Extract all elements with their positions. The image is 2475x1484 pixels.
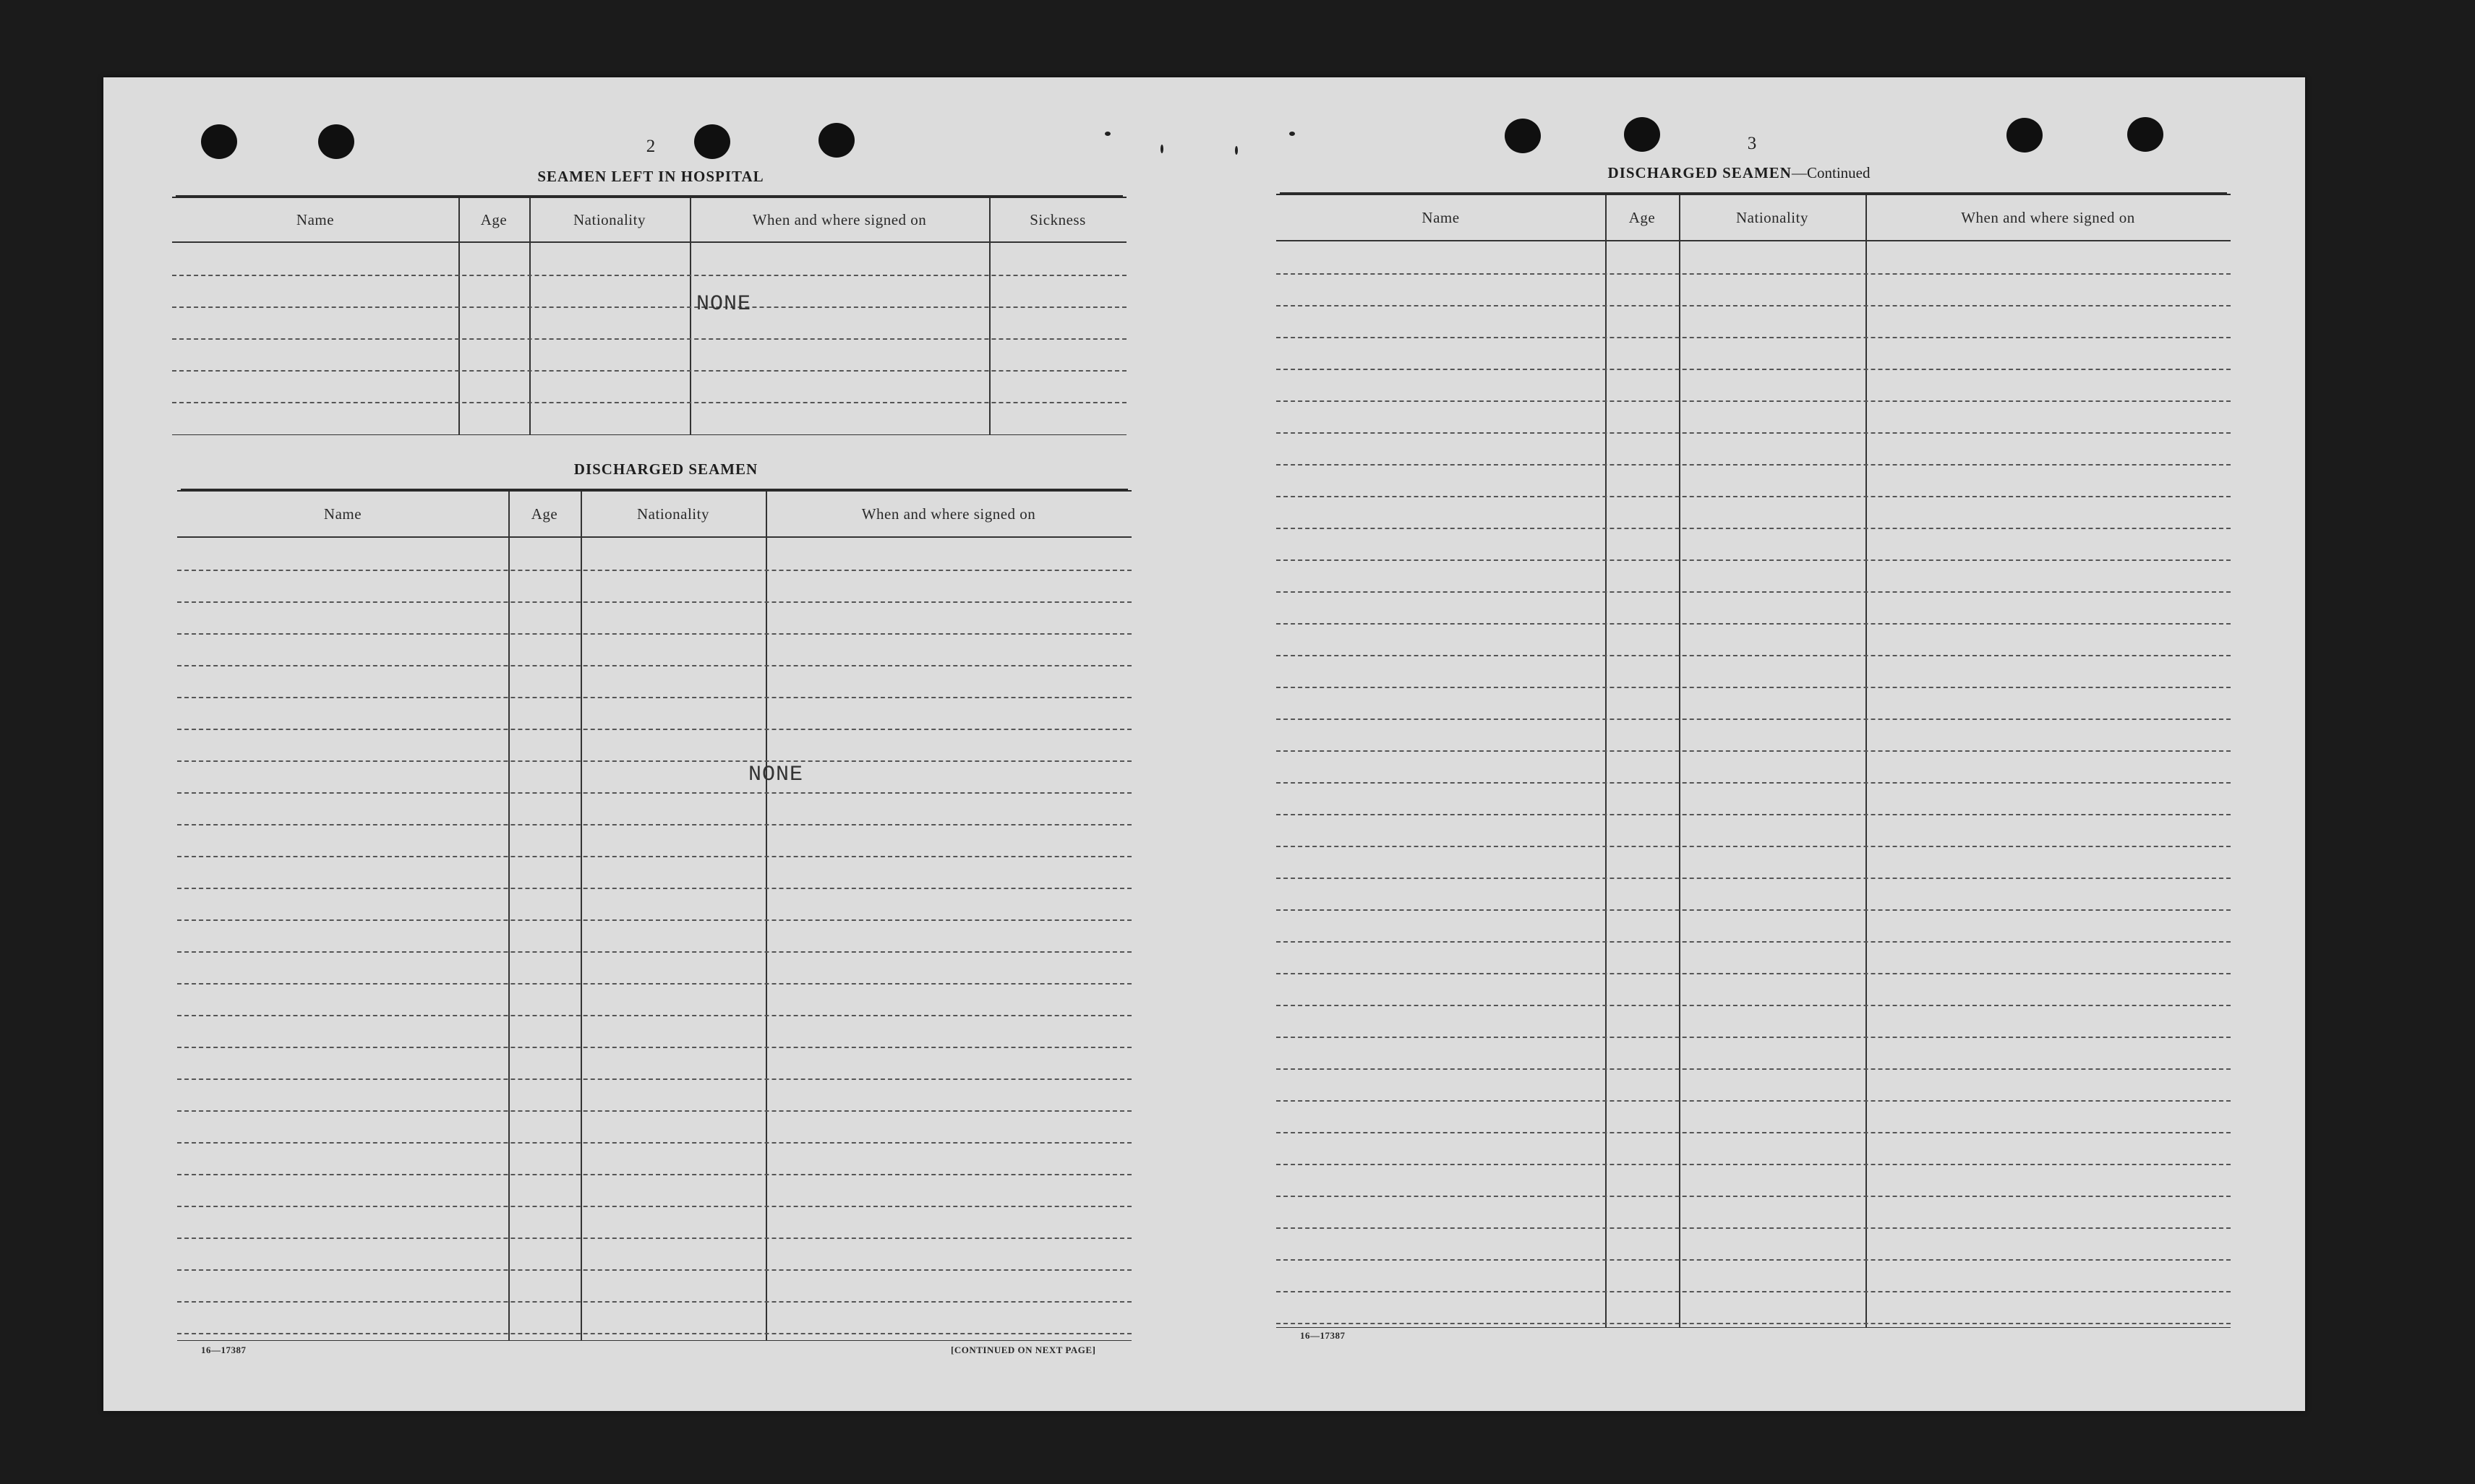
column-header-signed-on: When and where signed on bbox=[752, 210, 927, 228]
punch-hole bbox=[818, 123, 855, 158]
row-line bbox=[177, 601, 1132, 603]
column-header-signed-on: When and where signed on bbox=[861, 505, 1036, 523]
ink-speck bbox=[1235, 146, 1238, 155]
ink-speck bbox=[1289, 132, 1295, 136]
row-line bbox=[177, 888, 1132, 889]
discharged-table-body bbox=[1276, 241, 2231, 1327]
row-line bbox=[177, 1238, 1132, 1239]
hospital-table-header bbox=[172, 198, 1127, 243]
column-header-nationality: Nationality bbox=[1736, 208, 1808, 226]
column-divider bbox=[458, 198, 460, 241]
column-header-name: Name bbox=[323, 505, 362, 523]
column-header-age: Age bbox=[480, 210, 508, 228]
row-line bbox=[1276, 369, 2231, 370]
column-header-name: Name bbox=[296, 210, 335, 228]
column-header-age: Age bbox=[531, 505, 558, 523]
row-line bbox=[177, 697, 1132, 698]
discharged-table-header bbox=[177, 492, 1132, 538]
row-line bbox=[1276, 1291, 2231, 1292]
row-line bbox=[1276, 1037, 2231, 1038]
row-line bbox=[1276, 305, 2231, 306]
row-line bbox=[177, 633, 1132, 635]
discharged-continued-title bbox=[1608, 164, 1871, 182]
discharged-none-entry: NONE bbox=[748, 763, 804, 787]
row-line bbox=[1276, 973, 2231, 974]
row-line bbox=[1276, 1323, 2231, 1324]
row-line bbox=[172, 402, 1127, 403]
column-header-nationality: Nationality bbox=[573, 210, 646, 228]
column-header-name: Name bbox=[1422, 208, 1460, 226]
row-line bbox=[177, 1015, 1132, 1016]
row-line bbox=[177, 856, 1132, 857]
scanned-document-sheet bbox=[103, 77, 2305, 1411]
row-line bbox=[1276, 1068, 2231, 1070]
row-line bbox=[1276, 687, 2231, 688]
punch-hole bbox=[1624, 117, 1660, 152]
row-line bbox=[172, 338, 1127, 340]
row-line bbox=[1276, 432, 2231, 434]
column-divider bbox=[581, 538, 582, 1340]
discharged-table-header bbox=[1276, 195, 2231, 241]
row-line bbox=[1276, 782, 2231, 784]
row-line bbox=[177, 1110, 1132, 1112]
column-divider bbox=[690, 198, 691, 241]
column-divider bbox=[766, 492, 767, 536]
page-number-right: 3 bbox=[1747, 134, 1757, 153]
punch-hole bbox=[201, 124, 237, 159]
row-line bbox=[1276, 1259, 2231, 1261]
column-divider bbox=[1865, 195, 1867, 240]
row-line bbox=[1276, 941, 2231, 943]
row-line bbox=[1276, 1100, 2231, 1102]
row-line bbox=[1276, 623, 2231, 625]
row-line bbox=[1276, 750, 2231, 752]
page-number-left: 2 bbox=[646, 137, 656, 156]
row-line bbox=[177, 824, 1132, 825]
discharged-table-right bbox=[1276, 194, 2231, 1328]
row-line bbox=[1276, 878, 2231, 879]
row-line bbox=[177, 919, 1132, 921]
punch-hole bbox=[694, 124, 730, 159]
row-line bbox=[177, 983, 1132, 985]
discharged-section-title: DISCHARGED SEAMEN bbox=[573, 460, 758, 478]
row-line bbox=[177, 1206, 1132, 1207]
row-line bbox=[1276, 273, 2231, 275]
row-line bbox=[1276, 400, 2231, 402]
row-line bbox=[177, 570, 1132, 571]
row-line bbox=[177, 1269, 1132, 1271]
title-main: DISCHARGED SEAMEN bbox=[1607, 164, 1792, 181]
row-line bbox=[177, 792, 1132, 794]
discharged-table-left bbox=[177, 490, 1132, 1341]
title-suffix: —Continued bbox=[1791, 164, 1871, 181]
row-line bbox=[1276, 528, 2231, 529]
punch-hole bbox=[2006, 118, 2043, 153]
hospital-table-body bbox=[172, 243, 1127, 434]
column-header-sickness: Sickness bbox=[1030, 210, 1086, 228]
row-line bbox=[1276, 496, 2231, 497]
continued-note: [CONTINUED ON NEXT PAGE] bbox=[951, 1344, 1096, 1355]
discharged-table-body bbox=[177, 538, 1132, 1340]
row-line bbox=[1276, 591, 2231, 593]
row-line bbox=[1276, 814, 2231, 815]
column-divider bbox=[529, 198, 531, 241]
row-line bbox=[1276, 655, 2231, 656]
column-divider bbox=[1679, 195, 1680, 240]
row-line bbox=[177, 951, 1132, 953]
hospital-section-title: SEAMEN LEFT IN HOSPITAL bbox=[537, 168, 764, 185]
ink-speck bbox=[1160, 145, 1163, 153]
column-header-nationality: Nationality bbox=[637, 505, 709, 523]
column-divider bbox=[1605, 195, 1607, 240]
punch-hole bbox=[1505, 119, 1541, 153]
row-line bbox=[172, 370, 1127, 372]
row-line bbox=[1276, 337, 2231, 338]
row-line bbox=[1276, 719, 2231, 720]
column-divider bbox=[508, 538, 510, 1340]
column-divider bbox=[766, 538, 767, 1340]
hospital-table bbox=[172, 197, 1127, 435]
column-header-age: Age bbox=[1628, 208, 1656, 226]
punch-hole bbox=[318, 124, 354, 159]
hospital-none-entry: NONE bbox=[696, 292, 752, 317]
row-line bbox=[177, 1301, 1132, 1303]
row-line bbox=[172, 306, 1127, 308]
row-line bbox=[1276, 464, 2231, 466]
row-line bbox=[1276, 909, 2231, 911]
row-line bbox=[1276, 1132, 2231, 1133]
row-line bbox=[1276, 1227, 2231, 1229]
row-line bbox=[177, 1078, 1132, 1080]
row-line bbox=[1276, 559, 2231, 561]
row-line bbox=[177, 1174, 1132, 1175]
row-line bbox=[177, 1047, 1132, 1048]
row-line bbox=[172, 275, 1127, 276]
column-header-signed-on: When and where signed on bbox=[1961, 208, 2135, 226]
form-number-right: 16—17387 bbox=[1300, 1330, 1346, 1341]
form-number-left: 16—17387 bbox=[201, 1344, 247, 1355]
row-line bbox=[1276, 846, 2231, 847]
row-line bbox=[177, 1142, 1132, 1144]
row-line bbox=[1276, 1005, 2231, 1006]
punch-hole bbox=[2127, 117, 2163, 152]
row-line bbox=[1276, 1164, 2231, 1165]
row-line bbox=[1276, 1196, 2231, 1197]
row-line bbox=[177, 729, 1132, 730]
column-divider bbox=[581, 492, 582, 536]
column-divider bbox=[989, 198, 991, 241]
row-line bbox=[177, 760, 1132, 762]
row-line bbox=[177, 665, 1132, 666]
row-line bbox=[177, 1333, 1132, 1334]
ink-speck bbox=[1105, 132, 1111, 136]
column-divider bbox=[508, 492, 510, 536]
